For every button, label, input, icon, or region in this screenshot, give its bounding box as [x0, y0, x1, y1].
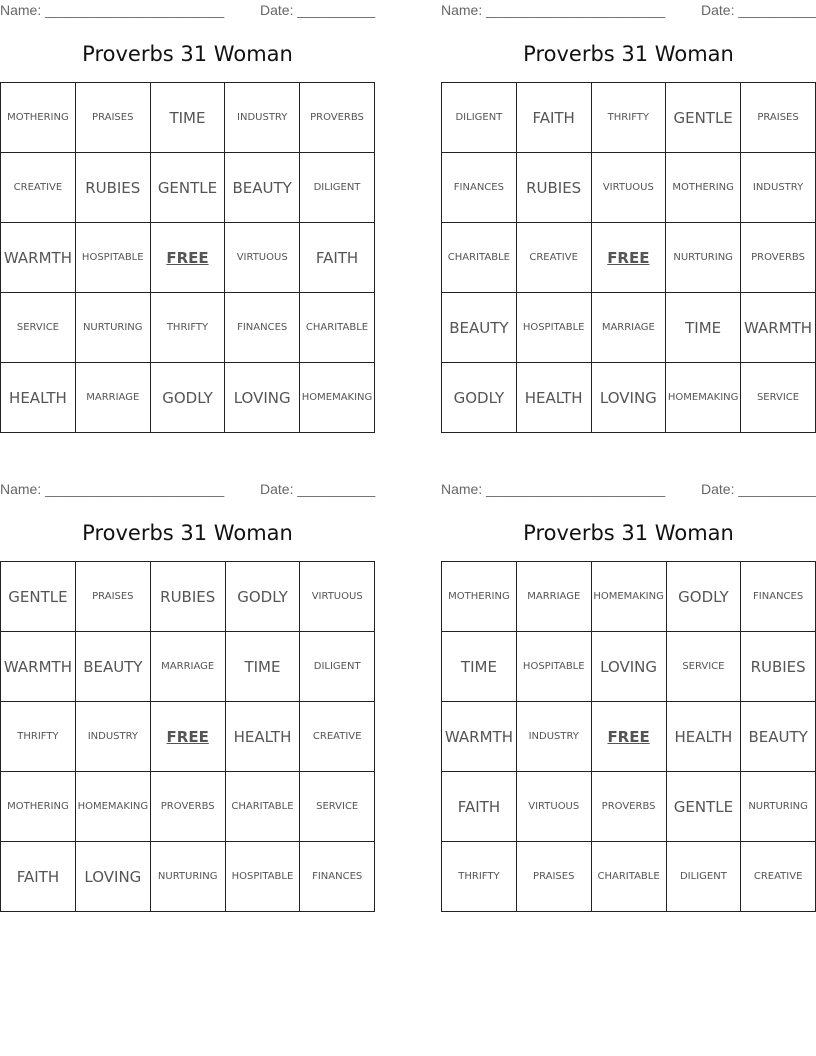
grid-cell: WARMTH	[1, 632, 76, 702]
grid-cell: RUBIES	[75, 153, 150, 223]
grid-cell: DILIGENT	[300, 632, 375, 702]
grid-cell: FAITH	[442, 772, 517, 842]
bingo-grid	[0, 561, 375, 912]
grid-cell: THRIFTY	[591, 83, 666, 153]
grid-row	[442, 562, 816, 632]
grid-cell: HOSPITABLE	[516, 293, 591, 363]
grid-cell: INDUSTRY	[225, 83, 300, 153]
grid-row	[1, 772, 375, 842]
grid-row	[442, 153, 816, 223]
bingo-card-3	[0, 479, 376, 886]
grid-cell: FAITH	[1, 842, 76, 912]
grid-cell: SERVICE	[666, 632, 741, 702]
grid-cell: MOTHERING	[442, 562, 517, 632]
grid-cell: FAITH	[516, 83, 591, 153]
grid-cell: CHARITABLE	[591, 842, 666, 912]
grid-row	[1, 293, 375, 363]
grid-row	[1, 363, 375, 433]
grid-cell: GENTLE	[1, 562, 76, 632]
grid-cell: DILIGENT	[300, 153, 375, 223]
free-space-cell: FREE	[150, 702, 225, 772]
grid-cell: INDUSTRY	[516, 702, 591, 772]
grid-row	[442, 772, 816, 842]
grid-cell: VIRTUOUS	[300, 562, 375, 632]
grid-row	[442, 632, 816, 702]
name-field-label: Name: _______________________	[441, 2, 666, 18]
free-space-cell: FREE	[591, 223, 666, 293]
grid-cell: CREATIVE	[741, 842, 816, 912]
grid-row	[1, 83, 375, 153]
date-field-label: Date: __________	[701, 2, 816, 18]
grid-cell: THRIFTY	[150, 293, 225, 363]
grid-cell: GODLY	[225, 562, 300, 632]
grid-cell: LOVING	[225, 363, 300, 433]
grid-cell: VIRTUOUS	[516, 772, 591, 842]
grid-cell: THRIFTY	[1, 702, 76, 772]
grid-cell: PRAISES	[75, 83, 150, 153]
card-header	[0, 0, 375, 22]
grid-cell: BEAUTY	[225, 153, 300, 223]
grid-cell: GODLY	[150, 363, 225, 433]
grid-row	[442, 293, 816, 363]
grid-row	[1, 632, 375, 702]
grid-cell: LOVING	[75, 842, 150, 912]
grid-row	[1, 562, 375, 632]
grid-cell: CREATIVE	[1, 153, 76, 223]
grid-cell: HEALTH	[1, 363, 76, 433]
grid-cell: BEAUTY	[741, 702, 816, 772]
bingo-card-4	[441, 479, 816, 882]
grid-row	[442, 223, 816, 293]
grid-cell: PROVERBS	[150, 772, 225, 842]
card-header	[441, 0, 816, 22]
grid-cell: WARMTH	[442, 702, 517, 772]
grid-cell: INDUSTRY	[741, 153, 816, 223]
grid-cell: HEALTH	[666, 702, 741, 772]
card-header	[0, 479, 375, 501]
grid-cell: LOVING	[591, 363, 666, 433]
grid-cell: VIRTUOUS	[225, 223, 300, 293]
free-space-cell: FREE	[591, 702, 666, 772]
grid-cell: MARRIAGE	[516, 562, 591, 632]
grid-cell: CHARITABLE	[442, 223, 517, 293]
name-field-label: Name: _______________________	[0, 481, 225, 497]
grid-cell: RUBIES	[516, 153, 591, 223]
card-title: Proverbs 31 Woman	[82, 521, 293, 545]
grid-cell: PROVERBS	[741, 223, 816, 293]
bingo-grid	[441, 561, 816, 912]
grid-cell: LOVING	[591, 632, 666, 702]
name-field-label: Name: _______________________	[0, 2, 225, 18]
date-field-label: Date: __________	[260, 481, 376, 497]
grid-cell: HOSPITABLE	[225, 842, 300, 912]
grid-cell: MARRIAGE	[75, 363, 150, 433]
grid-cell: GENTLE	[666, 772, 741, 842]
card-title: Proverbs 31 Woman	[523, 521, 734, 545]
grid-cell: FINANCES	[741, 562, 816, 632]
grid-cell: BEAUTY	[75, 632, 150, 702]
bingo-grid	[441, 82, 816, 433]
grid-cell: NURTURING	[75, 293, 150, 363]
grid-cell: WARMTH	[741, 293, 816, 363]
grid-cell: RUBIES	[741, 632, 816, 702]
grid-row	[1, 223, 375, 293]
grid-cell: TIME	[225, 632, 300, 702]
grid-row	[442, 842, 816, 912]
grid-cell: FINANCES	[300, 842, 375, 912]
grid-cell: CHARITABLE	[300, 293, 375, 363]
free-space-cell: FREE	[150, 223, 225, 293]
grid-cell: CREATIVE	[300, 702, 375, 772]
grid-cell: TIME	[150, 83, 225, 153]
grid-cell: GODLY	[442, 363, 517, 433]
grid-cell: FINANCES	[225, 293, 300, 363]
grid-cell: PROVERBS	[591, 772, 666, 842]
grid-cell: VIRTUOUS	[591, 153, 666, 223]
grid-row	[442, 83, 816, 153]
grid-cell: PRAISES	[741, 83, 816, 153]
grid-cell: SERVICE	[1, 293, 76, 363]
grid-cell: HOMEMAKING	[300, 363, 375, 433]
bingo-card-1	[0, 0, 376, 407]
grid-cell: PRAISES	[75, 562, 150, 632]
grid-cell: INDUSTRY	[75, 702, 150, 772]
grid-cell: NURTURING	[150, 842, 225, 912]
grid-cell: GENTLE	[666, 83, 741, 153]
grid-row	[442, 363, 816, 433]
grid-cell: CREATIVE	[516, 223, 591, 293]
grid-cell: THRIFTY	[442, 842, 517, 912]
grid-row	[1, 842, 375, 912]
card-header	[441, 479, 816, 501]
grid-cell: TIME	[666, 293, 741, 363]
grid-row	[1, 153, 375, 223]
grid-row	[442, 702, 816, 772]
card-title: Proverbs 31 Woman	[523, 42, 734, 66]
grid-cell: HOMEMAKING	[666, 363, 741, 433]
grid-cell: HOMEMAKING	[75, 772, 150, 842]
bingo-grid	[0, 82, 375, 433]
grid-cell: CHARITABLE	[225, 772, 300, 842]
grid-cell: HOMEMAKING	[591, 562, 666, 632]
grid-cell: GENTLE	[150, 153, 225, 223]
grid-cell: MOTHERING	[1, 83, 76, 153]
grid-cell: FINANCES	[442, 153, 517, 223]
grid-cell: BEAUTY	[442, 293, 517, 363]
grid-cell: SERVICE	[741, 363, 816, 433]
name-field-label: Name: _______________________	[441, 481, 666, 497]
grid-cell: MARRIAGE	[150, 632, 225, 702]
grid-cell: PROVERBS	[300, 83, 375, 153]
grid-cell: HOSPITABLE	[75, 223, 150, 293]
date-field-label: Date: __________	[701, 481, 816, 497]
grid-cell: RUBIES	[150, 562, 225, 632]
grid-cell: NURTURING	[666, 223, 741, 293]
grid-cell: FAITH	[300, 223, 375, 293]
grid-cell: NURTURING	[741, 772, 816, 842]
grid-cell: PRAISES	[516, 842, 591, 912]
bingo-card-2	[441, 0, 816, 407]
grid-row	[1, 702, 375, 772]
grid-cell: HEALTH	[516, 363, 591, 433]
grid-cell: SERVICE	[300, 772, 375, 842]
date-field-label: Date: __________	[260, 2, 376, 18]
grid-cell: MARRIAGE	[591, 293, 666, 363]
card-title: Proverbs 31 Woman	[82, 42, 293, 66]
grid-cell: DILIGENT	[442, 83, 517, 153]
grid-cell: GODLY	[666, 562, 741, 632]
grid-cell: MOTHERING	[666, 153, 741, 223]
grid-cell: MOTHERING	[1, 772, 76, 842]
grid-cell: WARMTH	[1, 223, 76, 293]
grid-cell: DILIGENT	[666, 842, 741, 912]
grid-cell: TIME	[442, 632, 517, 702]
grid-cell: HOSPITABLE	[516, 632, 591, 702]
grid-cell: HEALTH	[225, 702, 300, 772]
